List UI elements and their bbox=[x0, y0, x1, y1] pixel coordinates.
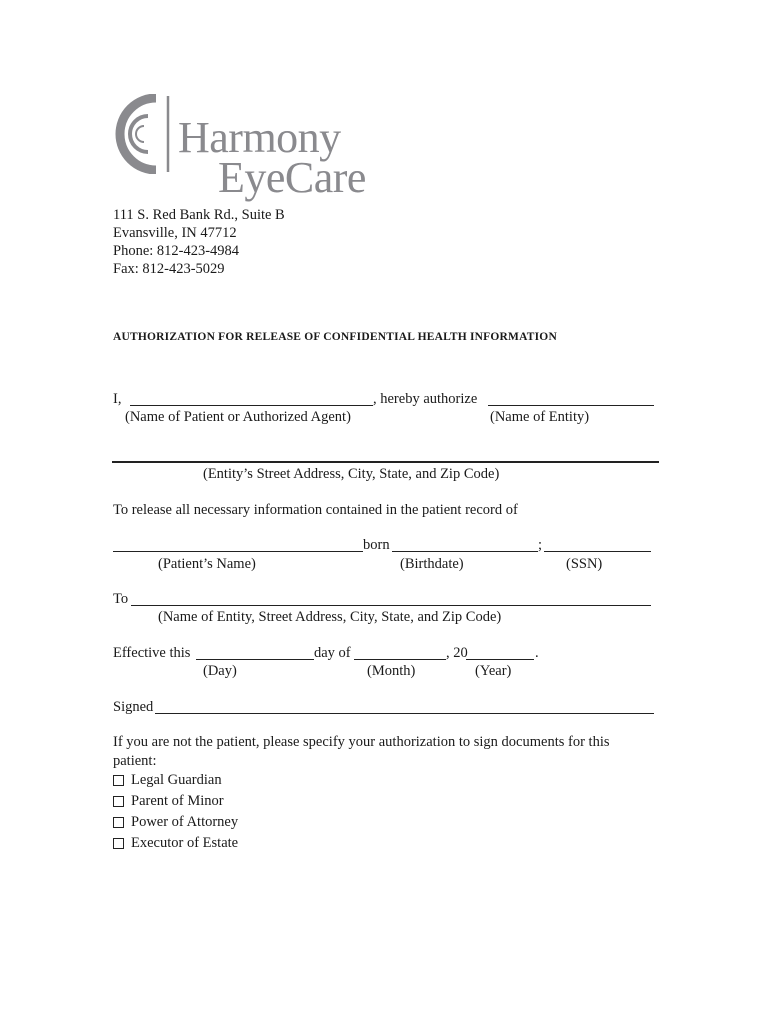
address-phone: Phone: 812-423-4984 bbox=[113, 243, 240, 259]
logo-mark-icon bbox=[108, 94, 174, 174]
patient-name-field[interactable] bbox=[113, 551, 363, 552]
power-of-attorney-checkbox[interactable] bbox=[113, 817, 124, 828]
address-street: 111 S. Red Bank Rd., Suite B bbox=[113, 207, 285, 223]
parent-of-minor-checkbox[interactable] bbox=[113, 796, 124, 807]
birthdate-caption: (Birthdate) bbox=[400, 556, 464, 572]
entity-caption: (Name of Entity) bbox=[490, 409, 590, 425]
effective-day-field[interactable] bbox=[196, 659, 314, 660]
period-label: . bbox=[535, 645, 539, 661]
company-logo bbox=[108, 92, 368, 202]
entity-name-field[interactable] bbox=[488, 405, 654, 406]
effective-month-field[interactable] bbox=[354, 659, 446, 660]
legal-guardian-label: Legal Guardian bbox=[131, 772, 222, 788]
patient-agent-caption: (Name of Patient or Authorized Agent) bbox=[125, 409, 351, 425]
effective-this-label: Effective this bbox=[113, 645, 191, 661]
patient-agent-name-field[interactable] bbox=[130, 405, 373, 406]
specify-text-line2: patient: bbox=[113, 753, 157, 769]
hereby-authorize-text: , hereby authorize bbox=[373, 391, 478, 407]
executor-of-estate-label: Executor of Estate bbox=[131, 835, 239, 851]
day-of-label: day of bbox=[314, 645, 351, 661]
day-caption: (Day) bbox=[203, 663, 237, 679]
entity-address-field[interactable] bbox=[112, 461, 659, 463]
power-of-attorney-label: Power of Attorney bbox=[131, 814, 239, 830]
i-prefix: I, bbox=[113, 391, 122, 407]
logo-text-harmony: Harmony bbox=[178, 113, 341, 162]
legal-guardian-checkbox[interactable] bbox=[113, 775, 124, 786]
effective-year-field[interactable] bbox=[466, 659, 534, 660]
address-fax: Fax: 812-423-5029 bbox=[113, 261, 225, 277]
year-caption: (Year) bbox=[475, 663, 512, 679]
to-caption: (Name of Entity, Street Address, City, State, and Zip Code) bbox=[158, 609, 502, 625]
parent-of-minor-label: Parent of Minor bbox=[131, 793, 224, 809]
address-city: Evansville, IN 47712 bbox=[113, 225, 237, 241]
ssn-caption: (SSN) bbox=[566, 556, 603, 572]
semicolon: ; bbox=[538, 537, 543, 553]
release-text: To release all necessary information contained in the patient record of bbox=[113, 502, 518, 518]
signature-field[interactable] bbox=[155, 713, 654, 714]
entity-address-caption: (Entity’s Street Address, City, State, and Zip Code) bbox=[203, 466, 500, 482]
to-prefix: To bbox=[113, 591, 129, 607]
form-title: AUTHORIZATION FOR RELEASE OF CONFIDENTIAL HEALTH INFORMATION bbox=[113, 331, 557, 343]
month-caption: (Month) bbox=[367, 663, 416, 679]
comma-20-label: , 20 bbox=[446, 645, 468, 661]
patient-name-caption: (Patient’s Name) bbox=[158, 556, 256, 572]
logo-text-eyecare: EyeCare bbox=[218, 153, 366, 202]
recipient-entity-field[interactable] bbox=[131, 605, 651, 606]
ssn-field[interactable] bbox=[544, 551, 651, 552]
executor-of-estate-checkbox[interactable] bbox=[113, 838, 124, 849]
signed-label: Signed bbox=[113, 699, 154, 715]
specify-text-line1: If you are not the patient, please specify your authorization to sign documents for this bbox=[113, 734, 610, 750]
birthdate-field[interactable] bbox=[392, 551, 538, 552]
born-label: born bbox=[363, 537, 390, 553]
